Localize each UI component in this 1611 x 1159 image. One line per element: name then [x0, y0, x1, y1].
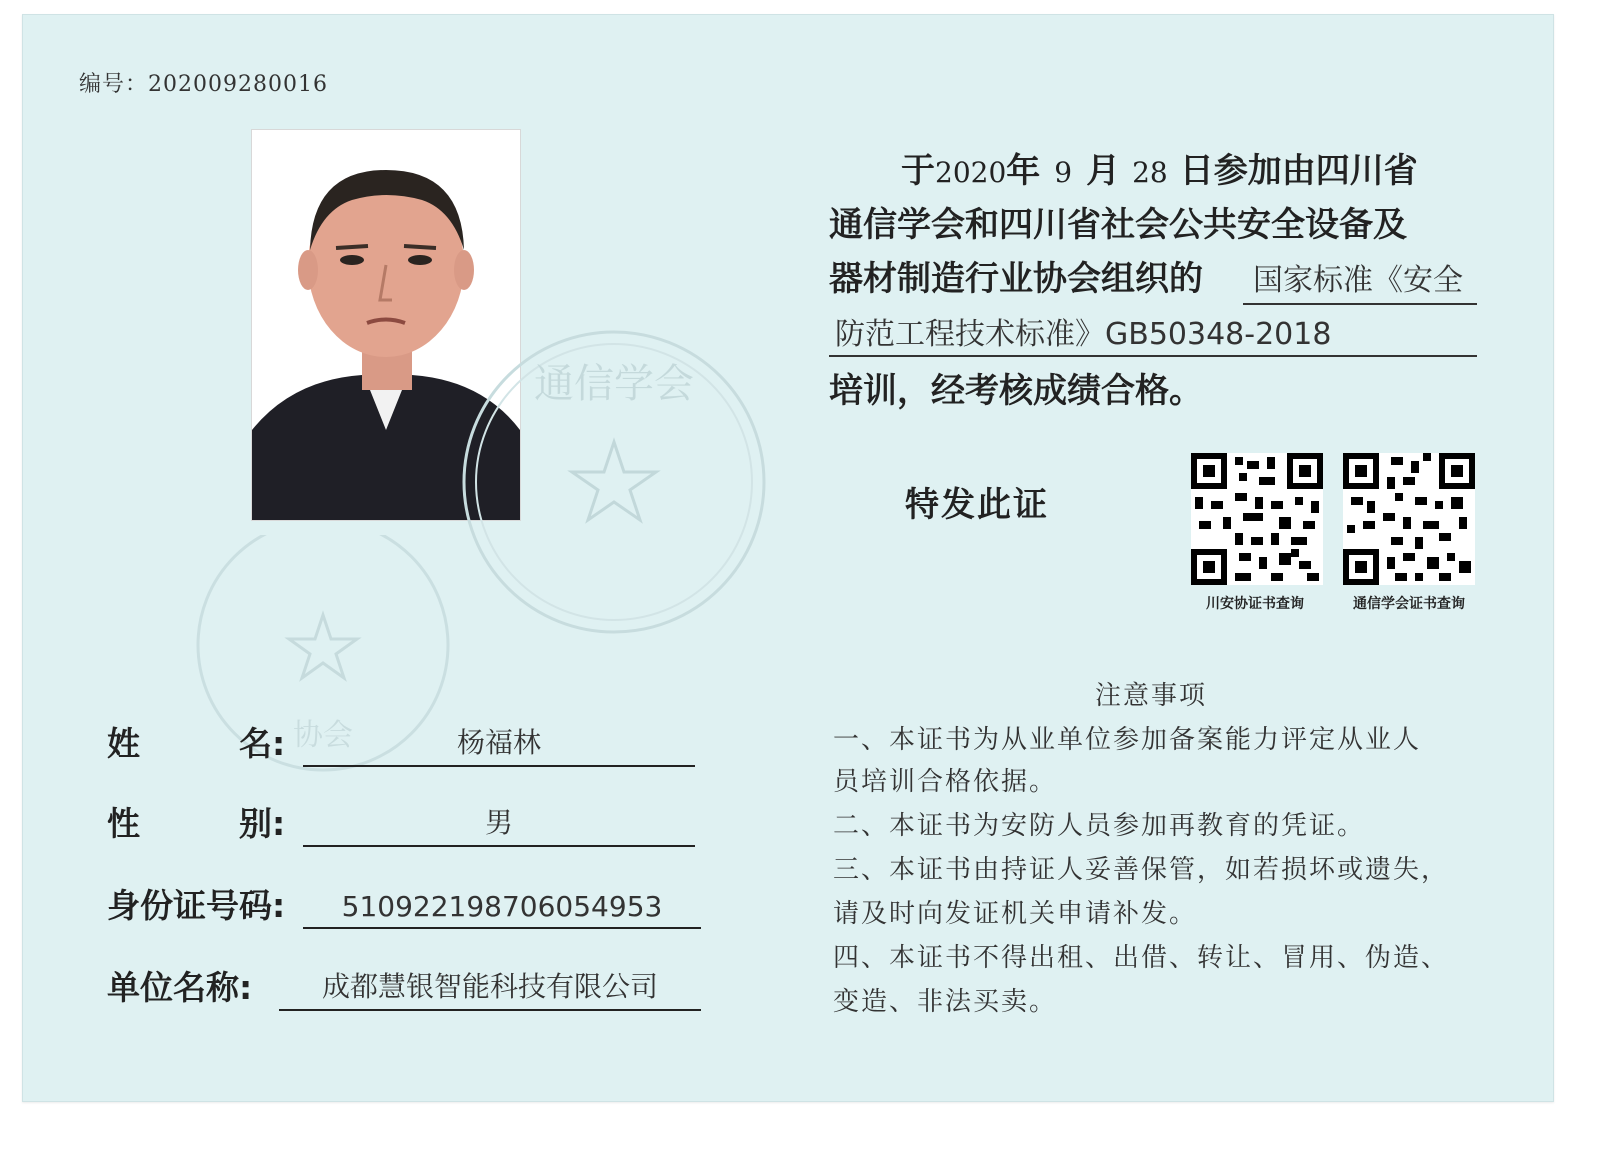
training-underline-2: [829, 355, 1477, 357]
id-number-underline: [303, 927, 701, 929]
notice-line: 二、本证书为安防人员参加再教育的凭证。: [833, 811, 1366, 841]
name-underline: [303, 765, 695, 767]
name-label: 姓 名:: [107, 724, 286, 763]
notice-line: 三、本证书由持证人妥善保管，如若损坏或遗失，: [833, 855, 1450, 885]
certificate-serial: 编号：202009280016: [79, 72, 328, 97]
gender-value: 男: [484, 806, 513, 839]
issue-text: 特发此证: [905, 485, 1049, 525]
gender-underline: [303, 845, 695, 847]
month-unit: 月: [1086, 151, 1121, 191]
organization-underline: [279, 1009, 701, 1011]
organization-field: [107, 959, 707, 1015]
notice-line: 员培训合格依据。: [833, 767, 1058, 797]
name-value: 杨福林: [456, 726, 541, 759]
notice-line: 一、本证书为从业单位参加备案能力评定从业人: [833, 725, 1422, 755]
gender-label: 性 别:: [107, 804, 286, 843]
qr-caption-chuan-an: 川安协证书查询: [1206, 596, 1304, 612]
name-field: [107, 715, 707, 771]
svg-text:通信学会: 通信学会: [534, 361, 694, 407]
organization-value: 成都慧银智能科技有限公司: [321, 970, 658, 1003]
qr-caption-tongxin: 通信学会证书查询: [1353, 596, 1465, 612]
svg-text:协会: 协会: [293, 718, 353, 753]
training-day: 28: [1132, 156, 1168, 189]
statement-line-1: [901, 143, 1418, 192]
qr-code-chuan-an: [1191, 453, 1323, 585]
notice-line: 请及时向发证机关申请补发。: [833, 899, 1198, 929]
gender-field: [107, 795, 707, 851]
notice-title: 注意事项: [1095, 681, 1208, 711]
year-unit: 年: [1006, 151, 1041, 191]
notice-line: 四、本证书不得出租、出借、转让、冒用、伪造、: [833, 943, 1450, 973]
statement-prefix: 于: [901, 151, 935, 191]
certificate-card: [22, 14, 1554, 1102]
statement-line-5: 培训，经考核成绩合格。: [829, 371, 1203, 411]
id-number-value: 510922198706054953: [341, 890, 663, 923]
id-number-label: 身份证号码:: [107, 886, 286, 925]
training-underline-1: [1243, 303, 1477, 305]
qr-code-tongxin: [1343, 453, 1475, 585]
statement-line-3: 器材制造行业协会组织的: [829, 259, 1203, 299]
portrait-photo: [251, 129, 521, 521]
notice-line: 变造、非法买卖。: [833, 987, 1058, 1017]
statement-line-2: 通信学会和四川省社会公共安全设备及: [829, 205, 1407, 245]
organization-label: 单位名称:: [107, 968, 253, 1007]
training-month: 9: [1054, 156, 1073, 189]
training-year: 2020: [935, 156, 1007, 189]
person-portrait-illustration: [252, 130, 520, 520]
training-name-part-1: 国家标准《安全: [1253, 263, 1463, 298]
id-number-field: [107, 877, 707, 933]
training-name-part-2: 防范工程技术标准》GB50348-2018: [835, 317, 1332, 352]
statement-line-1-rest: 日参加由四川省: [1179, 151, 1418, 191]
